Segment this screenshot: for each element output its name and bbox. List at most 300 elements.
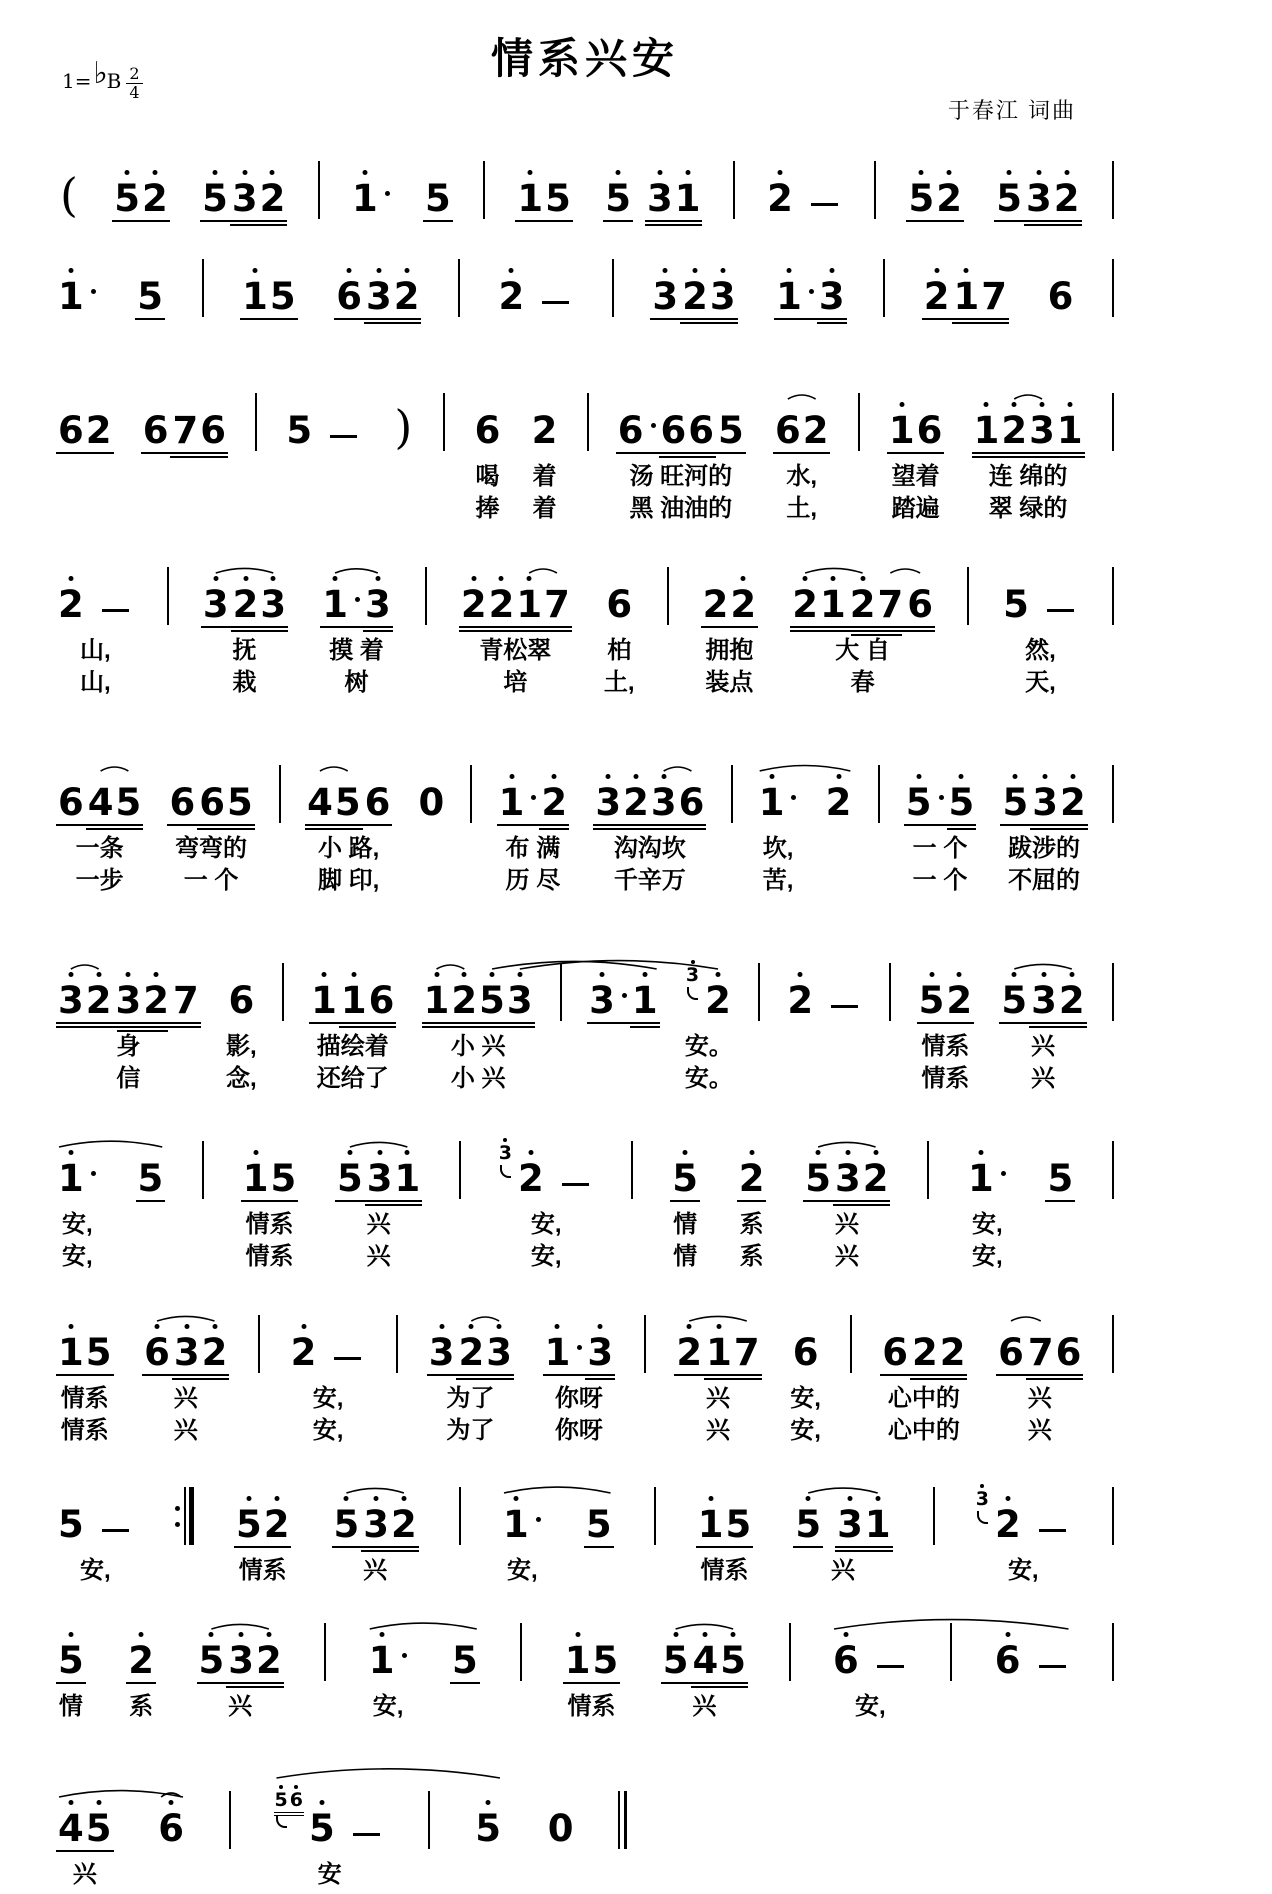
note-digit: 1 — [864, 1503, 891, 1546]
lyric-line-1: 兴 — [173, 1385, 198, 1412]
note-digit: 3 — [486, 1331, 512, 1374]
note-digit: 3 — [589, 979, 615, 1022]
lyric-line-1: 安, — [530, 1211, 562, 1238]
lyric-line-1: 安, — [372, 1693, 404, 1720]
lyric-line-1: 望着 — [891, 463, 940, 490]
note-digit: 6 — [1047, 275, 1074, 318]
note-digit: 1 — [631, 979, 658, 1022]
beam-group — [56, 1157, 99, 1202]
lyric-line-1: 安, — [855, 1693, 886, 1720]
note-group — [422, 960, 535, 1098]
lyric-line-2: 踏遍 — [891, 495, 940, 522]
score — [56, 128, 1114, 1894]
barline-column — [396, 1312, 398, 1450]
lyric-line-1: 弯弯的 — [175, 835, 248, 862]
note-digit: 0 — [418, 781, 445, 824]
lyric-line-1: 拥抱 — [705, 637, 754, 664]
beam-group — [1026, 1331, 1084, 1376]
note-digit: 2 — [232, 583, 259, 626]
note-digit: 3 — [650, 781, 677, 824]
lyric-line-1: 水, — [786, 463, 818, 490]
note-group — [824, 762, 854, 900]
note-group — [543, 1312, 616, 1450]
beam-group — [332, 1503, 362, 1548]
lyric-line-2: 安, — [972, 1243, 1003, 1270]
note-group — [240, 256, 298, 320]
barline-column — [1112, 564, 1114, 702]
lyric-line-1: 兴 — [363, 1557, 388, 1584]
augmentation-dot — [91, 1171, 96, 1176]
note-group — [56, 390, 114, 528]
beam-group — [530, 409, 560, 454]
beam-group — [417, 781, 447, 826]
music-row — [56, 564, 1114, 702]
note-group — [994, 158, 1081, 222]
note-group — [790, 1312, 821, 1450]
lyric-line-2: 小 兴 — [450, 1065, 506, 1092]
note-digit: 3 — [202, 583, 229, 626]
barline — [858, 393, 860, 451]
music-row — [56, 1312, 1114, 1450]
lyric-line-1: 心中的 — [887, 1385, 960, 1412]
beam-group — [616, 409, 659, 454]
lyric-line-2: 情系 — [60, 1417, 109, 1444]
beam-group — [701, 583, 759, 628]
note-group — [350, 158, 393, 222]
barline-column — [789, 1620, 791, 1726]
note-digit: 1 — [819, 583, 846, 626]
beam-group — [585, 1331, 615, 1376]
composer-credit: 于春江 词曲 — [947, 98, 1076, 123]
note-group — [880, 1312, 967, 1450]
grace-hook-icon — [500, 1165, 511, 1178]
barline — [950, 1623, 952, 1681]
lyric-line-2: 树 — [344, 669, 369, 696]
augmentation-dot — [651, 423, 656, 428]
note-digit: 6 — [142, 409, 169, 452]
beam-group — [584, 1503, 614, 1548]
note-digit: 5 — [905, 781, 932, 824]
lyric-line-2: 土, — [603, 669, 635, 696]
note-digit: 2 — [738, 1157, 765, 1200]
barline — [1112, 259, 1114, 317]
barline-column — [850, 1312, 852, 1450]
note-group — [112, 158, 170, 222]
note-group — [904, 762, 977, 900]
note-digit: 3 — [366, 1157, 393, 1200]
parenthesis-column — [56, 158, 82, 222]
note-digit: 5 — [795, 1503, 822, 1546]
lyric-line-1: 情 — [58, 1693, 83, 1720]
barline-column — [631, 1138, 633, 1276]
barline-column — [731, 762, 733, 900]
note-group — [685, 960, 733, 1098]
note-digit: 1 — [758, 781, 785, 824]
note-digit: 5 — [662, 1639, 689, 1682]
lyric-line-2: 捧 — [475, 495, 500, 522]
note-digit: 6 — [58, 409, 84, 452]
note-digit: 6 — [678, 781, 705, 824]
lyric-line-2: 情系 — [245, 1243, 294, 1270]
note-digit: 3 — [228, 1639, 254, 1682]
barline — [520, 1623, 522, 1681]
note-digit: 4 — [692, 1639, 719, 1682]
note-group — [274, 1788, 386, 1894]
note-digit: 3 — [231, 177, 258, 220]
note-digit: 2 — [923, 275, 950, 318]
note-digit: 6 — [200, 409, 226, 452]
barline — [282, 963, 284, 1021]
note-digit: 3 — [115, 979, 142, 1022]
beam-group — [423, 177, 453, 222]
beam-group — [661, 1639, 691, 1684]
note-group — [141, 390, 228, 528]
beam-group — [427, 1331, 457, 1376]
lyric-line-2: 安, — [530, 1243, 562, 1270]
beam-group — [670, 1157, 700, 1202]
note-digit: 7 — [1027, 1331, 1054, 1374]
lyric-line-1: 兴 — [834, 1211, 859, 1238]
beam-group — [289, 1331, 319, 1376]
beam-group — [56, 275, 99, 320]
beam-group — [824, 781, 854, 826]
note-digit: 1 — [517, 177, 544, 220]
note-group — [367, 1620, 410, 1726]
beam-group — [880, 1331, 910, 1376]
system-6 — [56, 930, 1114, 1098]
note-digit: 2 — [705, 979, 731, 1022]
note-digit: 1 — [967, 1157, 994, 1200]
beam-group — [972, 409, 1085, 454]
time-signature — [126, 65, 142, 103]
note-digit: 2 — [911, 1331, 938, 1374]
note-group — [335, 1138, 422, 1276]
lyric-line-1: 兴 — [72, 1861, 97, 1888]
sheet-music-page — [56, 0, 1114, 1894]
note-digit: 2 — [676, 1331, 703, 1374]
beam-group — [650, 275, 680, 320]
beam-group — [539, 781, 569, 826]
note-digit: 6 — [474, 409, 501, 452]
lyric-line-1: 喝 — [475, 463, 500, 490]
barline — [878, 765, 880, 823]
note-group — [975, 1484, 1072, 1590]
final-bar-column — [618, 1788, 627, 1894]
barline — [458, 259, 460, 317]
note-digit: 3 — [818, 275, 845, 318]
lyric-line-1: 情系 — [921, 1033, 970, 1060]
note-digit: 7 — [172, 409, 199, 452]
barline-column — [167, 564, 169, 702]
barline — [1112, 393, 1114, 451]
beam-group — [999, 979, 1029, 1024]
note-group — [972, 390, 1085, 528]
beam-group — [56, 1331, 114, 1376]
note-group — [993, 1620, 1072, 1726]
augmentation-dot — [402, 1653, 407, 1658]
barline — [850, 1315, 852, 1373]
note-digit: 2 — [623, 781, 649, 824]
lyric-line-2: 安, — [790, 1417, 821, 1444]
note-digit: 6 — [58, 781, 84, 824]
note-digit: 5 — [1001, 979, 1028, 1022]
note-group — [473, 390, 503, 528]
beam-group — [56, 409, 114, 454]
lyric-line-1: 系 — [739, 1211, 764, 1238]
note-digit: 7 — [173, 979, 199, 1022]
note-digit: 2 — [451, 979, 478, 1022]
beam-group — [197, 1639, 227, 1684]
note-digit: 3 — [173, 1331, 200, 1374]
beam-group — [774, 275, 817, 320]
barline — [560, 963, 562, 1021]
beam-group — [309, 979, 339, 1024]
note-digit: 5 — [114, 177, 141, 220]
lyric-line-2: 土, — [786, 495, 818, 522]
lyric-line-1: 安, — [1007, 1557, 1039, 1584]
beam-group — [172, 1331, 230, 1376]
note-digit: 3 — [587, 1331, 614, 1374]
final-barline — [618, 1791, 627, 1849]
note-digit: 7 — [981, 275, 1008, 318]
note-group — [167, 762, 254, 900]
note-group — [765, 158, 844, 222]
note-digit: 5 — [1002, 781, 1029, 824]
note-digit: 5 — [286, 409, 313, 452]
note-digit: 5 — [908, 177, 935, 220]
note-group — [1046, 256, 1076, 320]
beam-group — [167, 781, 197, 826]
augmentation-dot — [1001, 1171, 1006, 1176]
barline-column — [878, 762, 880, 900]
note-digit: 5 — [452, 1639, 478, 1682]
note-digit: 6 — [289, 1789, 303, 1811]
beam-group — [473, 409, 503, 454]
lyric-line-1: 小 兴 — [450, 1033, 506, 1060]
note-digit: 2 — [849, 583, 876, 626]
beam-group — [201, 583, 231, 628]
song-title: 情系兴安 — [490, 37, 679, 83]
beam-group — [603, 177, 633, 222]
barline-column — [1112, 158, 1114, 222]
note-group — [56, 960, 201, 1098]
lyric-line-1: 布 满 — [505, 835, 561, 862]
note-group — [200, 158, 287, 222]
lyric-line-1: 兴 — [706, 1385, 730, 1412]
beam-group — [335, 1157, 365, 1202]
barline — [483, 161, 485, 219]
barline-column — [428, 1788, 430, 1894]
beam-group — [1001, 583, 1031, 628]
beam-group — [848, 583, 906, 628]
barline — [667, 567, 669, 625]
note-digit: 1 — [351, 177, 378, 220]
note-digit: 7 — [544, 583, 570, 626]
lyric-line-1: 大 自 — [835, 637, 890, 664]
lyric-line-2: 脚 印, — [318, 867, 380, 894]
beam-group — [367, 1639, 410, 1684]
barline — [396, 1315, 398, 1373]
note-digit: 7 — [877, 583, 904, 626]
note-digit: 5 — [605, 177, 631, 220]
key-prefix: 1= — [62, 68, 92, 93]
lyric-line-1: 汤 旺河的 — [629, 463, 733, 490]
barline — [933, 1487, 935, 1545]
lyric-line-2: 你呀 — [554, 1417, 603, 1444]
beam-group — [773, 409, 831, 454]
note-digit: 5 — [274, 1789, 288, 1811]
augmentation-dot — [577, 1345, 582, 1350]
system-10 — [56, 1590, 1114, 1726]
note-group — [996, 1312, 1083, 1450]
barline-column — [644, 1312, 646, 1450]
barline — [1112, 567, 1114, 625]
note-digit: 5 — [115, 781, 142, 824]
barline-column — [1112, 762, 1114, 900]
beam-group — [757, 781, 800, 826]
note-group — [917, 960, 975, 1098]
note-group — [793, 1484, 892, 1590]
lyric-line-1: 安, — [62, 1211, 93, 1238]
note-group — [587, 960, 660, 1098]
system-5 — [56, 732, 1114, 900]
lyric-line-2: 系 — [739, 1243, 764, 1270]
note-group — [603, 158, 702, 222]
note-digit: 1 — [502, 1503, 529, 1546]
beam-group — [350, 177, 393, 222]
beam-group — [171, 979, 201, 1024]
barline-column — [324, 1620, 326, 1726]
note-group — [197, 1620, 284, 1726]
note-digit: 2 — [730, 583, 757, 626]
beam-group — [56, 1807, 114, 1852]
lyric-line-1: 沟沟坎 — [613, 835, 686, 862]
beam-group — [904, 781, 947, 826]
lyric-line-1: 兴 — [1031, 1033, 1056, 1060]
note-digit: 3 — [834, 1157, 861, 1200]
beam-group — [365, 1157, 423, 1202]
note-group — [674, 1312, 761, 1450]
system-1 — [56, 128, 1114, 222]
note-digit: 3 — [260, 583, 287, 626]
note-digit: 1 — [674, 177, 701, 220]
augmentation-dot — [536, 1517, 541, 1522]
beam-group — [450, 1639, 480, 1684]
note-digit: 1 — [888, 409, 915, 452]
note-group — [785, 960, 864, 1098]
barline — [167, 567, 169, 625]
dash-extension — [353, 1833, 380, 1836]
note-group — [459, 564, 572, 702]
grace-note — [975, 1490, 990, 1524]
beam-group — [922, 275, 952, 320]
beam-group — [966, 1157, 1009, 1202]
note-digit: 2 — [825, 781, 852, 824]
beam-group — [459, 583, 572, 628]
barline-column — [927, 1138, 929, 1276]
beam-group — [1029, 979, 1087, 1024]
lyric-line-1: 情系 — [238, 1557, 287, 1584]
note-digit: 2 — [702, 583, 729, 626]
lyric-line-2: 兴 — [1027, 1417, 1052, 1444]
note-digit: 3 — [58, 979, 84, 1022]
lyric-line-1: 兴 — [366, 1211, 391, 1238]
beam-group — [339, 979, 397, 1024]
beam-group — [361, 1503, 419, 1548]
lyric-line-1: 情系 — [567, 1693, 616, 1720]
note-digit: 2 — [263, 1503, 290, 1546]
beam-group — [645, 177, 703, 222]
note-digit: 2 — [767, 177, 793, 220]
lyric-line-2: 情 — [673, 1243, 698, 1270]
grace-hook-icon — [977, 1511, 988, 1524]
note-digit: 2 — [531, 409, 558, 452]
note-digit: 5 — [1047, 1157, 1074, 1200]
note-group — [332, 1484, 419, 1590]
beam-group — [947, 781, 977, 826]
barline — [459, 1141, 461, 1199]
beam-group — [56, 979, 114, 1024]
beam-group — [1045, 1157, 1075, 1202]
barline-column — [1112, 1620, 1114, 1726]
note-group — [563, 1620, 621, 1726]
barline-column — [202, 256, 204, 320]
beam-group — [996, 1331, 1026, 1376]
system-3 — [56, 360, 1114, 528]
lyric-line-1: 安, — [790, 1385, 821, 1412]
note-group — [999, 960, 1086, 1098]
barline-column — [874, 158, 876, 222]
system-11 — [56, 1758, 627, 1894]
note-digit: 3 — [685, 964, 700, 986]
lyric-line-2: 安。 — [684, 1065, 733, 1092]
dash-extension — [811, 203, 838, 206]
note-digit: 6 — [158, 1807, 184, 1850]
barline-column — [318, 158, 320, 222]
note-digit: 5 — [545, 177, 571, 220]
augmentation-dot — [791, 795, 796, 800]
grace-hook-icon — [687, 987, 698, 1000]
barline — [1112, 963, 1114, 1021]
system-8 — [56, 1282, 1114, 1450]
note-digit: 2 — [256, 1639, 282, 1682]
barline-column — [470, 762, 472, 900]
lyric-line-1: 描绘着 — [316, 1033, 389, 1060]
note-group — [142, 1312, 229, 1450]
note-group — [774, 256, 847, 320]
note-digit: 5 — [425, 177, 451, 220]
lyric-line-1: 兴 — [1027, 1385, 1052, 1412]
music-row — [56, 762, 1114, 900]
barline — [1112, 1623, 1114, 1681]
barline — [459, 1487, 461, 1545]
flat-sign: ♭ — [93, 56, 108, 92]
note-digit: 3 — [363, 1503, 390, 1546]
beam-group — [703, 979, 733, 1024]
lyric-line-1: 山, — [80, 637, 111, 664]
beam-group — [515, 177, 573, 222]
note-group — [906, 158, 964, 222]
note-group — [584, 1484, 614, 1590]
note-group — [226, 960, 257, 1098]
barline-column — [883, 256, 885, 320]
augmentation-dot — [91, 289, 96, 294]
beam-group — [363, 583, 393, 628]
beam-group — [563, 1639, 621, 1684]
note-digit: 2 — [458, 1331, 485, 1374]
beam-group — [56, 1639, 86, 1684]
note-digit: 2 — [201, 1331, 228, 1374]
